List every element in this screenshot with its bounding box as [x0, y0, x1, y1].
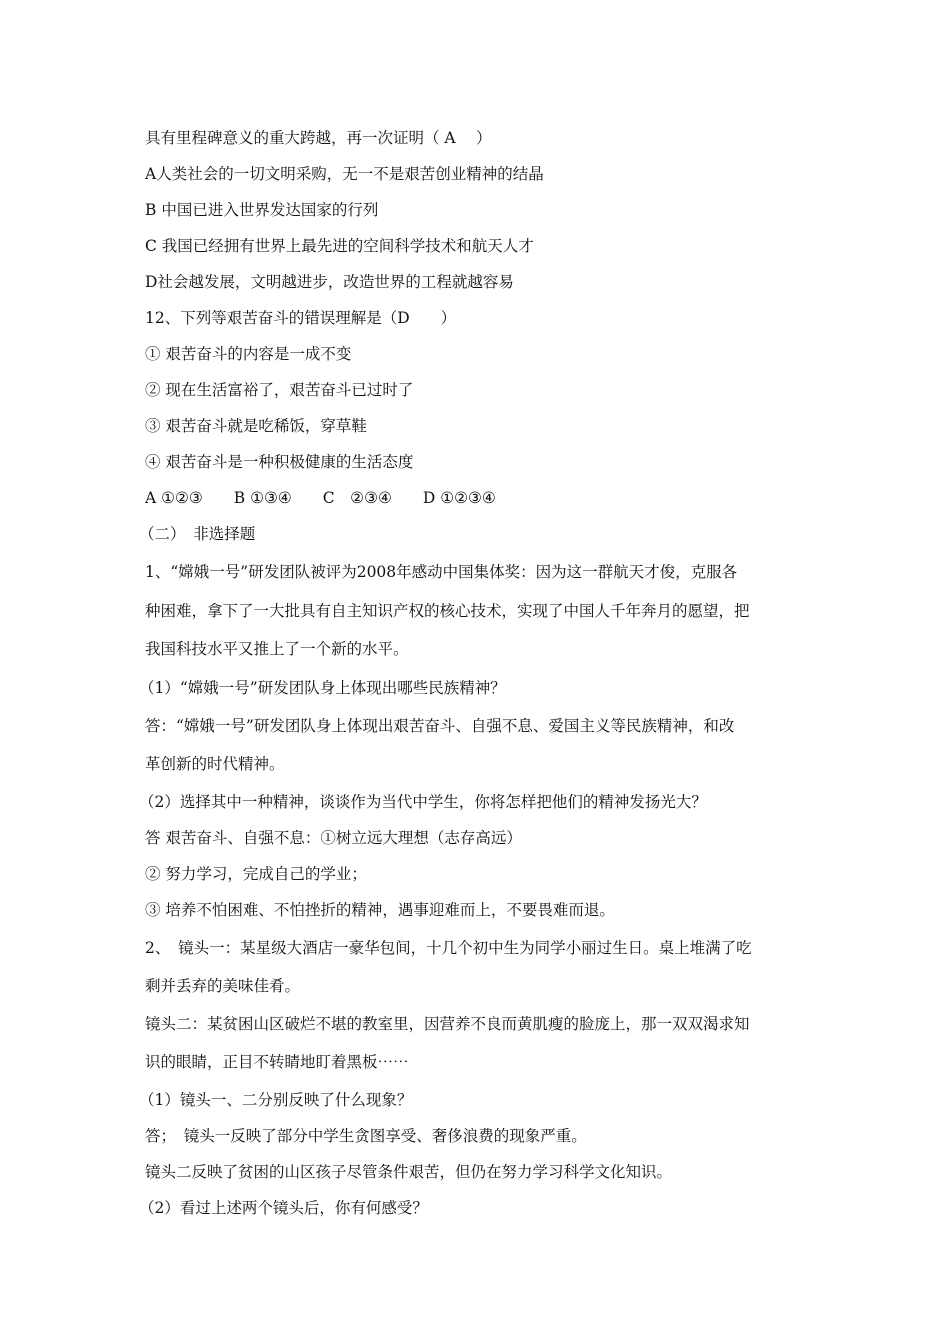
section-heading: （二） 非选择题	[139, 525, 256, 543]
statement-1: ① 艰苦奋斗的内容是一成不变	[145, 345, 352, 363]
question-12: 12、下列等艰苦奋斗的错误理解是（D ）	[145, 309, 457, 327]
question-1-line-1: 1、“嫦娥一号”研发团队被评为2008年感动中国集体奖：因为这一群航天才俊，克服各	[145, 563, 738, 581]
answer-1-line-1: 答：“嫦娥一号”研发团队身上体现出艰苦奋斗、自强不息、爱国主义等民族精神，和改	[145, 717, 735, 735]
statement-4: ④ 艰苦奋斗是一种积极健康的生活态度	[145, 453, 414, 471]
sub-question-1: （1）“嫦娥一号”研发团队身上体现出哪些民族精神？	[139, 679, 506, 697]
question-2-line-4: 识的眼睛，正目不转睛地盯着黑板⋯⋯	[145, 1053, 409, 1071]
question-1-line-3: 我国科技水平又推上了一个新的水平。	[145, 640, 409, 658]
statement-3: ③ 艰苦奋斗就是吃稀饭，穿草鞋	[145, 417, 367, 435]
option-b: B 中国已进入世界发达国家的行列	[145, 201, 379, 219]
answer-3-line-1: 答； 镜头一反映了部分中学生贪图享受、奢侈浪费的现象严重。	[145, 1127, 587, 1145]
sub-question-2: （2）选择其中一种精神，谈谈作为当代中学生，你将怎样把他们的精神发扬光大？	[139, 793, 707, 811]
sub-question-4: （2）看过上述两个镜头后，你有何感受？	[139, 1199, 428, 1217]
answer-1-line-2: 革创新的时代精神。	[145, 755, 285, 773]
answer-2-line-1: 答 艰苦奋斗、自强不息：①树立远大理想（志存高远）	[145, 829, 522, 847]
question-2-line-3: 镜头二：某贫困山区破烂不堪的教室里，因营养不良而黄肌瘦的脸庞上，那一双双渴求知	[145, 1015, 750, 1033]
question-2-line-2: 剩并丢弃的美味佳肴。	[145, 977, 301, 995]
answer-2-line-3: ③ 培养不怕困难、不怕挫折的精神，遇事迎难而上，不要畏难而退。	[145, 901, 615, 919]
answer-3-line-2: 镜头二反映了贫困的山区孩子尽管条件艰苦，但仍在努力学习科学文化知识。	[145, 1163, 673, 1181]
answer-2-line-2: ② 努力学习，完成自己的学业；	[145, 865, 367, 883]
option-c: C 我国已经拥有世界上最先进的空间科学技术和航天人才	[145, 237, 534, 255]
option-a: A人类社会的一切文明采购，无一不是艰苦创业精神的结晶	[145, 165, 544, 183]
option-d: D社会越发展，文明越进步，改造世界的工程就越容易	[145, 273, 514, 291]
answer-choices: A ①②③ B ①③④ C ②③④ D ①②③④	[145, 489, 496, 507]
question-1-line-2: 种困难，拿下了一大批具有自主知识产权的核心技术，实现了中国人千年奔月的愿望，把	[145, 602, 750, 620]
text-line: 具有里程碑意义的重大跨越，再一次证明（ A ）	[145, 129, 492, 147]
statement-2: ② 现在生活富裕了，艰苦奋斗已过时了	[145, 381, 414, 399]
question-2-line-1: 2、 镜头一：某星级大酒店一豪华包间，十几个初中生为同学小丽过生日。桌上堆满了吃	[145, 939, 752, 957]
sub-question-3: （1）镜头一、二分别反映了什么现象？	[139, 1091, 413, 1109]
